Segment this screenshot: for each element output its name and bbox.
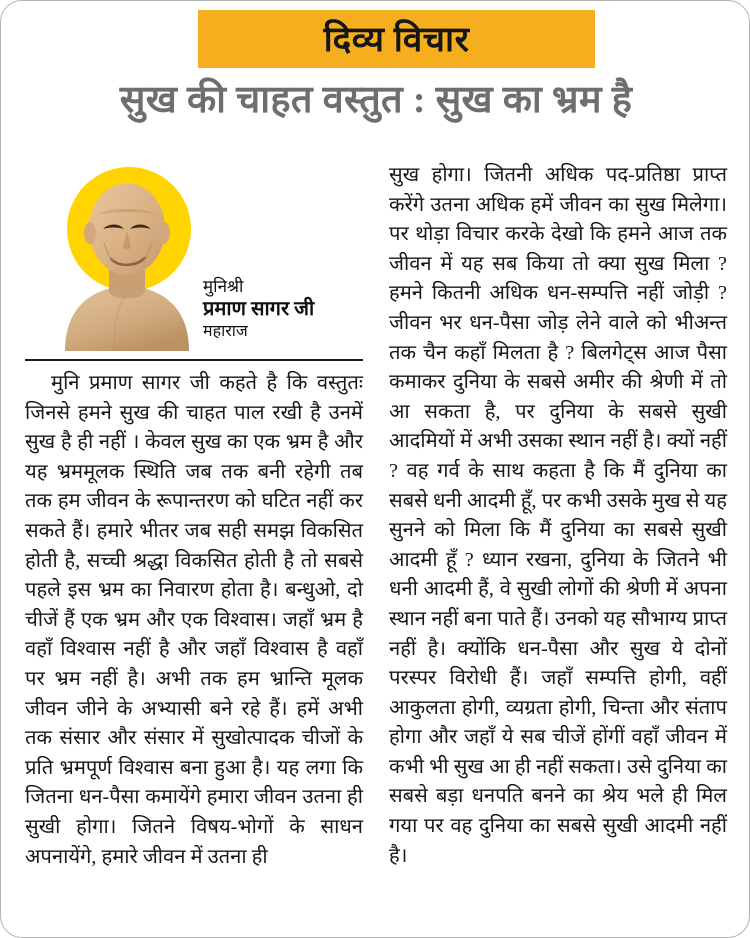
column-right <box>389 161 727 923</box>
byline-honorific: मुनिश्री <box>203 277 244 296</box>
article-body-right: सुख होगा। जितनी अधिक पद-प्रतिष्ठा प्राप्त करेंगे उतना अधिक हमें जीवन का सुख मिलेगा। पर थोड़ा विचार करके देखो कि हमने आज तक जीवन में यह सब किया तो क्या सुख मिला ? हमने कितनी अधिक धन-सम्पत्ति नहीं जोड़ी ? जीवन भर धन-पैसा जोड़ लेने वाले को भीअन्त तक चैन कहाँ मिलता है ? बिलगेट्स आज पैसा कमाकर दुनिया के सबसे अमीर की श्रेणी में तो आ सकता है, पर दुनिया के सबसे सुखी आदमियों में अभी उसका स्थान नहीं है। क्यों नहीं ? वह गर्व के साथ कहता है कि मैं दुनिया का सबसे धनी आदमी हूँ, पर कभी उसके मुख से यह सुनने को मिला कि मैं दुनिया का सबसे सुखी आदमी हूँ ? ध्यान रखना, दुनिया के जितने भी धनी आदमी हैं, वे सुखी लोगों की श्रेणी में अपना स्थान नहीं बना पाते हैं। उनको यह सौभाग्य प्राप्त नहीं है। क्योंकि धन-पैसा और सुख ये दोनों परस्पर विरोधी हैं। जहाँ सम्पत्ति होगी, वहीं आकुलता होगी, व्यग्रता होगी, चिन्ता और संताप होगा और जहाँ ये सब चीजें होंगीं वहाँ जीवन में कभी भी सुख आ ही नहीं सकता। उसे दुनिया का सबसे बड़ा धनपति बनने का श्रेय भले ही मिल गया पर वह दुनिया का सबसे सुखी आदमी नहीं है। <box>389 164 727 867</box>
page-title: सुख की चाहत वस्तुत : सुख का भ्रम है <box>119 79 633 121</box>
article-body-left: मुनि प्रमाण सागर जी कहते है कि वस्तुतः जिनसे हमने सुख की चाहत पाल रखी है उनमें सुख है ही नहीं । केवल सुख का एक भ्रम है और यह भ्रममूलक स्थिति जब तक बनी रहेगी तब तक हम जीवन के रूपान्तरण को घटित नहीं कर सकते हैं। हमारे भीतर जब सही समझ विकसित होती है, सच्ची श्रद्धा विकसित होती है तो सबसे पहले इस भ्रम का निवारण होता है। बन्धुओ, दो चीजें हैं एक भ्रम और एक विश्वास। जहाँ भ्रम है वहाँ विश्वास नहीं है और जहाँ विश्वास है वहाँ पर भ्रम नहीं है। अभी तक हम भ्रान्ति मूलक जीवन जीने के अभ्यासी बने रहे हैं। हमें अभी तक संसार और संसार में सुखोत्पादक चीजों के प्रति भ्रमपूर्ण विश्वास बना हुआ है। यह लगा कि जितना धन-पैसा कमायेंगे हमारा जीवन उतना ही सुखी होगा। जितने विषय-भोगों के साधन अपनायेंगे, हमारे जीवन में उतना ही <box>25 372 363 868</box>
kicker-title: दिव्य विचार <box>323 19 470 59</box>
column-left <box>25 161 363 923</box>
byline-divider <box>25 359 363 361</box>
monk-portrait-illustration <box>57 165 197 351</box>
kicker-band <box>198 10 595 68</box>
byline-block <box>25 161 363 357</box>
author-portrait <box>57 165 197 351</box>
byline-name: प्रमाण सागर जी <box>203 298 315 321</box>
byline-title: महाराज <box>203 323 248 341</box>
byline <box>203 277 363 342</box>
article-columns <box>25 161 727 923</box>
